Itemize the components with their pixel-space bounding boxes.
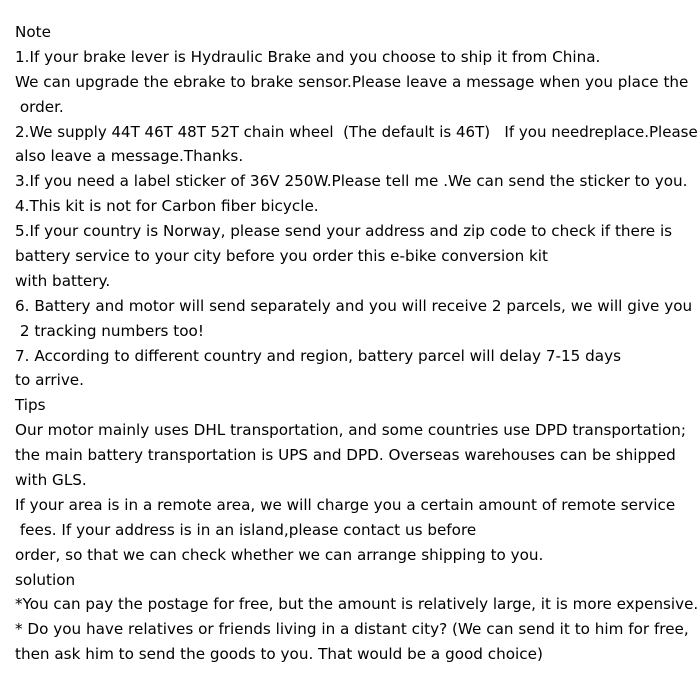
note-line: with battery. <box>15 271 111 290</box>
tips-line: order, so that we can check whether we can arrange shipping to you. <box>15 545 544 564</box>
note-line: 1.If your brake lever is Hydraulic Brake and you choose to ship it from China. <box>15 47 601 66</box>
heading-solution: solution <box>15 570 76 589</box>
note-line: 5.If your country is Norway, please send your address and zip code to check if there is <box>15 222 673 241</box>
note-line: battery service to your city before you order this e-bike conversion kit <box>15 247 548 266</box>
tips-line: If your area is in a remote area, we will charge you a certain amount of remote service <box>15 495 676 514</box>
tips-line: with GLS. <box>15 471 87 490</box>
solution-line: then ask him to send the goods to you. That would be a good choice) <box>15 645 543 664</box>
heading-note: Note <box>15 23 51 41</box>
tips-line: Our motor mainly uses DHL transportation, and some countries use DPD transportation; <box>15 421 687 440</box>
note-line: We can upgrade the ebrake to brake sensor.Please leave a message when you place the <box>15 72 689 91</box>
note-line: 6. Battery and motor will send separately and you will receive 2 parcels, we will give you <box>15 296 693 315</box>
note-line: 3.If you need a label sticker of 36V 250W.Please tell me .We can send the sticker to you. <box>15 172 688 191</box>
note-line: also leave a message.Thanks. <box>15 147 244 166</box>
heading-tips: Tips <box>15 396 46 415</box>
note-line: to arrive. <box>15 371 84 390</box>
solution-line: *You can pay the postage for free, but the amount is relatively large, it is more expensive. <box>15 595 699 614</box>
tips-line: the main battery transportation is UPS and DPD. Overseas warehouses can be shipped <box>15 446 676 465</box>
notice-document <box>15 20 700 667</box>
tips-line: fees. If your address is in an island,please contact us before <box>15 520 477 539</box>
note-line: 2 tracking numbers too! <box>15 321 204 340</box>
note-line: 7. According to different country and region, battery parcel will delay 7-15 days <box>15 346 622 365</box>
note-line: 4.This kit is not for Carbon fiber bicycle. <box>15 197 319 216</box>
note-line: order. <box>15 97 64 116</box>
note-line: 2.We supply 44T 46T 48T 52T chain wheel (The default is 46T) If you needreplace.Please <box>15 122 698 141</box>
solution-line: * Do you have relatives or friends living in a distant city? (We can send it to him for free, <box>15 620 689 639</box>
